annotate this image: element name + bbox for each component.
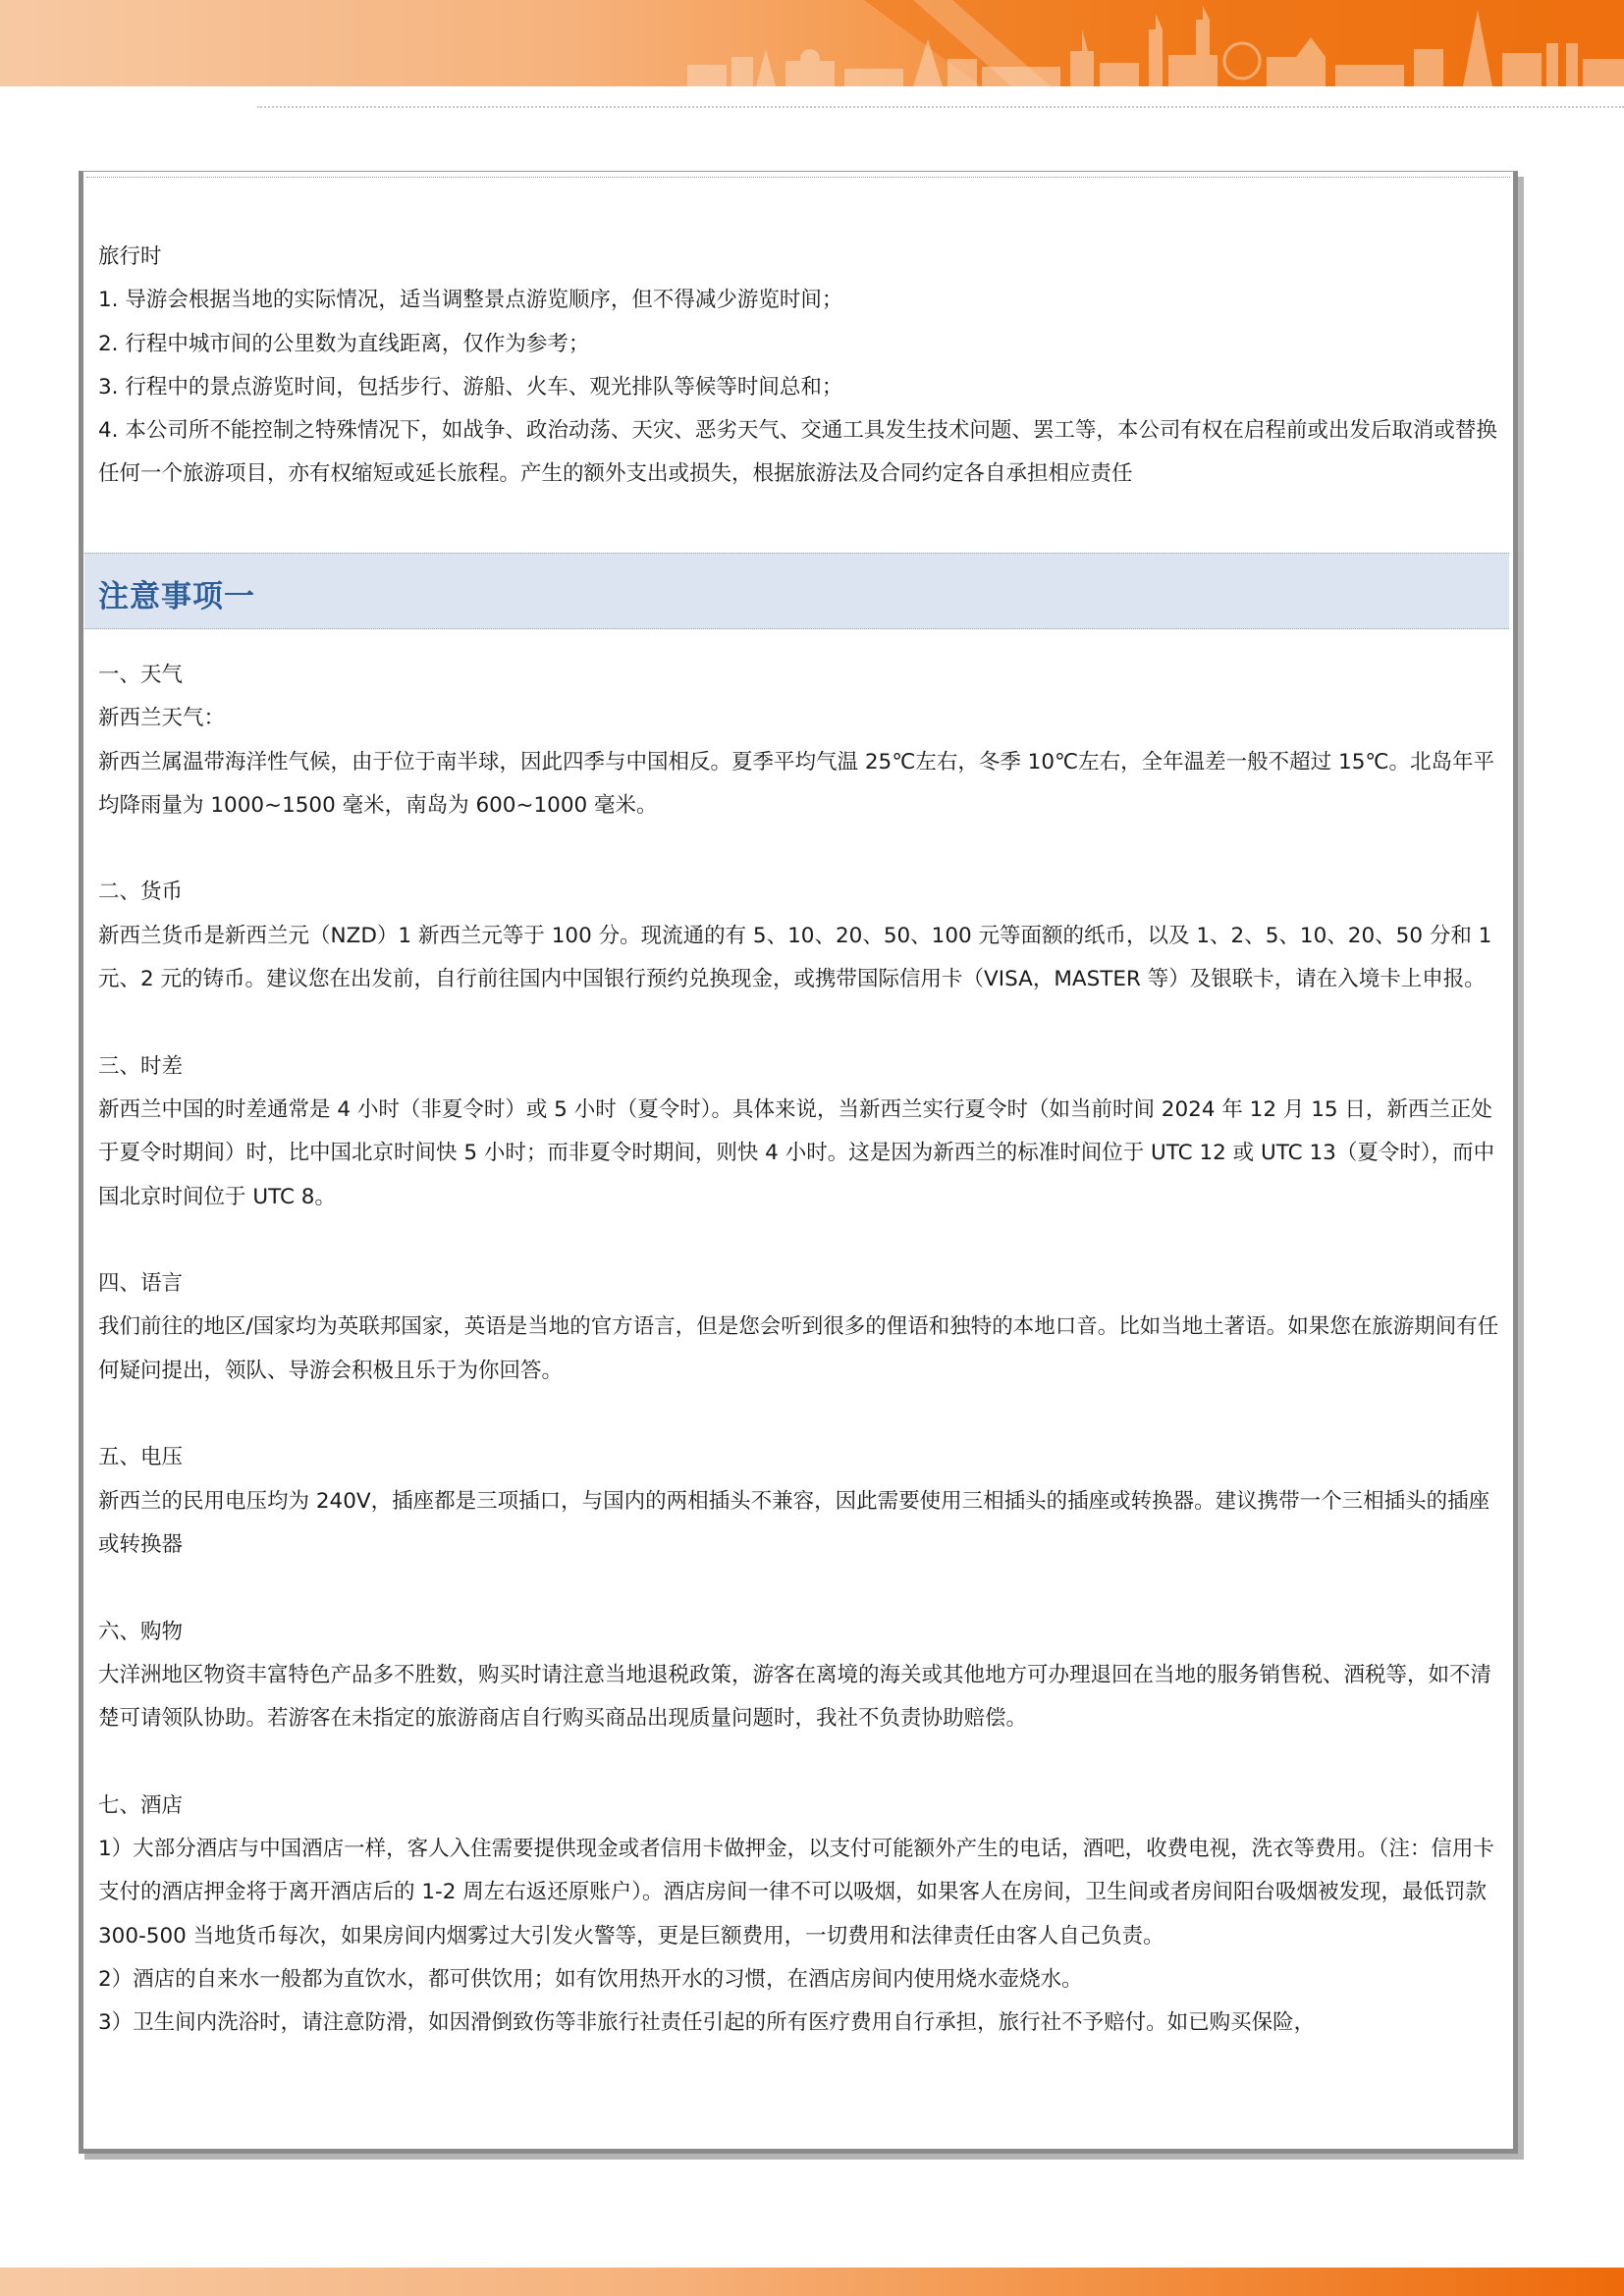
travel-notes-title: 旅行时 bbox=[98, 244, 162, 269]
section-paragraph: 3）卫生间内洗浴时，请注意防滑，如因滑倒致伤等非旅行社责任引起的所有医疗费用自行承担，旅行社不予赔付。如已购买保险， bbox=[98, 2010, 1316, 2036]
frame-top-rule bbox=[86, 177, 1510, 178]
section-heading: 七、酒店 bbox=[98, 1792, 184, 1818]
section-heading: 六、购物 bbox=[98, 1619, 184, 1644]
travel-note-item: 4. 本公司所不能控制之特殊情况下，如战争、政治动荡、天灾、恶劣天气、交通工具发生技术问题、罢工等，本公司有权在启程前或出发后取消或替换任何一个旅游项目，亦有权缩短或延长旅程。产生的额外支出或损失，根据旅游法及合同约定各自承担相应责任 bbox=[98, 418, 1497, 487]
section-heading: 五、电压 bbox=[98, 1445, 184, 1470]
section-heading: 四、语言 bbox=[98, 1271, 184, 1297]
section-heading: 一、天气 bbox=[98, 663, 184, 687]
section-heading: 三、时差 bbox=[98, 1053, 184, 1079]
section-paragraph: 新西兰的民用电压均为 240V，插座都是三项插口，与国内的两相插头不兼容，因此需要使用三相插头的插座或转换器。建议携带一个三相插头的插座或转换器 bbox=[98, 1488, 1490, 1557]
travel-notes bbox=[98, 236, 1502, 497]
section-paragraph: 新西兰货币是新西兰元（NZD）1 新西兰元等于 100 分。现流通的有 5、10、20、50、100 元等面额的纸币，以及 1、2、5、10、20、50 分和 1 元、2 元的铸币。建议您在出发前，自行前往国内中国银行预约兑换现金，或携带国际信用卡（VISA，MASTER 等）及银联卡，请在入境卡上申报。 bbox=[98, 923, 1492, 992]
section-paragraph: 新西兰中国的时差通常是 4 小时（非夏令时）或 5 小时（夏令时）。具体来说，当新西兰实行夏令时（如当前时间 2024 年 12 月 15 日，新西兰正处于夏令时期间）时，比中国北京时间快 5 小时；而非夏令时期间，则快 4 小时。这是因为新西兰的标准时间位于 UTC 12 或 UTC 13（夏令时），而中国北京时间位于 UTC 8。 bbox=[98, 1096, 1495, 1209]
header-banner bbox=[0, 0, 1624, 86]
notices-content bbox=[98, 654, 1502, 2046]
section-heading-bar bbox=[84, 553, 1509, 629]
travel-note-item: 2. 行程中城市间的公里数为直线距离，仅作为参考； bbox=[98, 331, 590, 356]
section-paragraph: 我们前往的地区/国家均为英联邦国家，英语是当地的官方语言，但是您会听到很多的俚语和独特的本地口音。比如当地土著语。如果您在旅游期间有任何疑问提出，领队、导游会积极且乐于为你回答。 bbox=[98, 1314, 1499, 1383]
section-paragraph: 1）大部分酒店与中国酒店一样，客人入住需要提供现金或者信用卡做押金，以支付可能额外产生的电话，酒吧，收费电视，洗衣等费用。（注：信用卡支付的酒店押金将于离开酒店后的 1-2 周左右返还原账户）。酒店房间一律不可以吸烟，如果客人在房间，卫生间或者房间阳台吸烟被发现，最低罚款 300-500 当地货币每次，如果房间内烟雾过大引发火警等，更是巨额费用，一切费用和法律责任由客人自己负责。 bbox=[98, 1837, 1494, 1949]
section-paragraph: 新西兰天气： bbox=[98, 706, 226, 731]
section-paragraph: 新西兰属温带海洋性气候，由于位于南半球，因此四季与中国相反。夏季平均气温 25℃左右，冬季 10℃左右，全年温差一般不超过 15℃。北岛年平均降雨量为 1000~1500 毫米，南岛为 600~1000 毫米。 bbox=[98, 749, 1495, 818]
city-skyline-icon bbox=[0, 0, 1624, 86]
section-paragraph: 大洋洲地区物资丰富特色产品多不胜数，购买时请注意当地退税政策，游客在离境的海关或其他地方可办理退回在当地的服务销售税、酒税等，如不清楚可请领队协助。若游客在未指定的旅游商店自行购买商品出现质量问题时，我社不负责协助赔偿。 bbox=[98, 1662, 1492, 1732]
travel-note-item: 1. 导游会根据当地的实际情况，适当调整景点游览顺序，但不得减少游览时间； bbox=[98, 288, 843, 313]
section-paragraph: 2）酒店的自来水一般都为直饮水，都可供饮用；如有饮用热开水的习惯，在酒店房间内使用烧水壶烧水。 bbox=[98, 1966, 1083, 1992]
travel-note-item: 3. 行程中的景点游览时间，包括步行、游船、火车、观光排队等候等时间总和； bbox=[98, 374, 843, 400]
footer-banner bbox=[0, 2268, 1624, 2296]
header-divider bbox=[257, 106, 1624, 108]
section-title: 注意事项一 bbox=[98, 579, 255, 614]
section-heading: 二、货币 bbox=[98, 880, 184, 905]
